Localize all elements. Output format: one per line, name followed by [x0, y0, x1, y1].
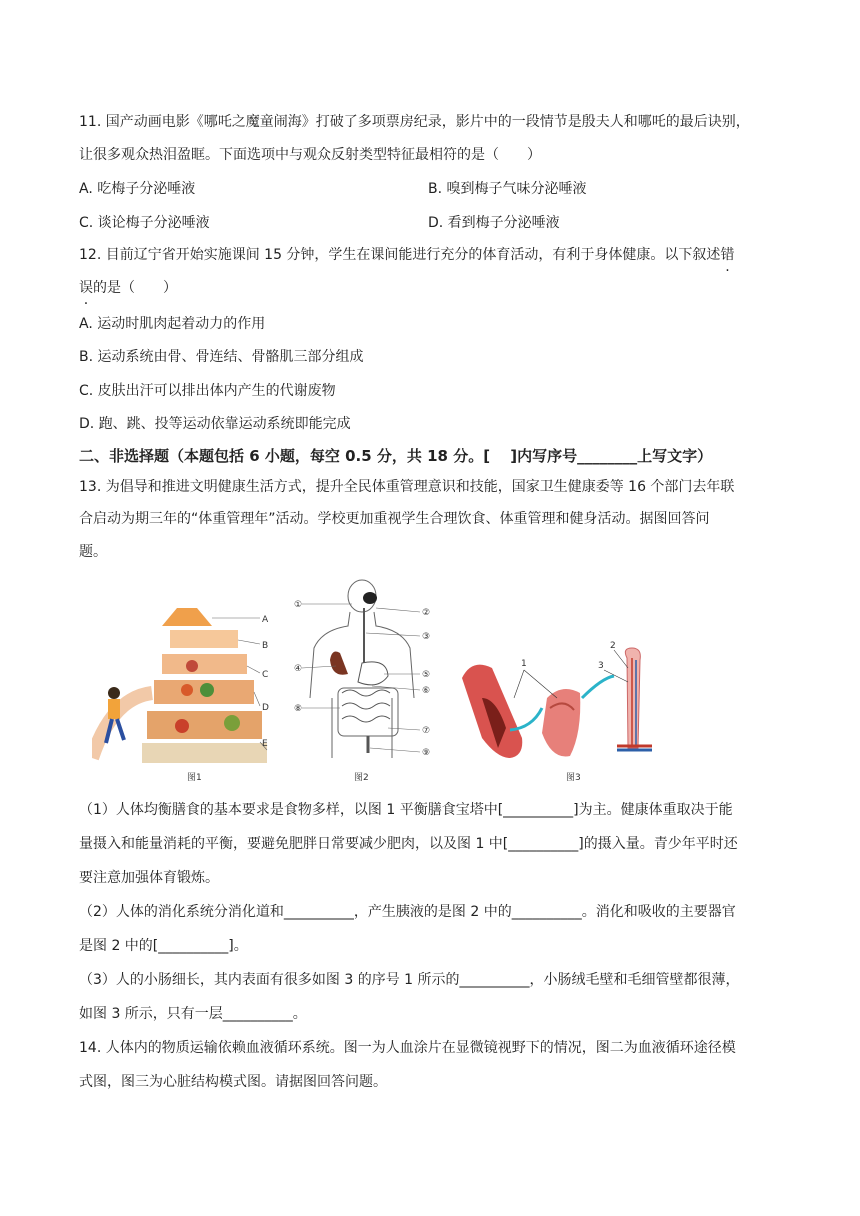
q13-part2-line2: 是图 2 中的[__________]。 [79, 938, 248, 954]
organ-label-8: ⑧ [294, 704, 303, 714]
organ-label-6: ⑥ [422, 686, 431, 696]
pyramid-label-c: C [262, 670, 269, 680]
q14-stem-line1: 14. 人体内的物质运输依赖血液循环系统。图一为人血涂片在显微镜视野下的情况，图二为血液循环途径模 [79, 1040, 736, 1056]
fig1-caption: 图1 [187, 773, 202, 783]
villus-label-2: 2 [610, 641, 616, 651]
q12-stem-line1 [79, 245, 734, 265]
q12-stem-rest: 的是（ ） [93, 280, 177, 296]
q11-stem-line1: 11. 国产动画电影《哪吒之魔童闹海》打破了多项票房纪录，影片中的一段情节是殷夫人和哪吒的最后诀别， [79, 114, 750, 130]
villus-label-3: 3 [598, 661, 604, 671]
digestive-system-figure [292, 578, 452, 778]
q12-emphasis-char-2: 误 [79, 280, 93, 296]
q11-option-b[interactable]: B. 嗅到梅子气味分泌唾液 [428, 181, 587, 197]
pyramid-label-d: D [262, 703, 269, 713]
q14-stem-line2: 式图，图三为心脏结构模式图。请据图回答问题。 [79, 1074, 387, 1090]
q11-option-c[interactable]: C. 谈论梅子分泌唾液 [79, 215, 210, 231]
q13-stem-line3: 题。 [79, 544, 107, 560]
q13-part1-line2: 量摄入和能量消耗的平衡，要避免肥胖日常要减少肥肉，以及图 1 中[__________]的摄入量。青少年平时还 [79, 836, 738, 852]
q12-emphasis-char-1: 错 [720, 247, 735, 263]
q13-part3-line1: （3）人的小肠细长，其内表面有很多如图 3 的序号 1 所示的__________，小肠绒毛壁和毛细管壁都很薄， [79, 972, 740, 988]
food-pyramid-figure [92, 578, 292, 778]
q12-option-a[interactable]: A. 运动时肌肉起着动力的作用 [79, 316, 266, 332]
q12-option-d[interactable]: D. 跑、跳、投等运动依靠运动系统即能完成 [79, 416, 351, 432]
organ-label-4: ④ [294, 664, 303, 674]
q13-part3-line2: 如图 3 所示，只有一层__________。 [79, 1006, 307, 1022]
organ-label-5: ⑤ [422, 670, 431, 680]
q11-stem-line2: 让很多观众热泪盈眶。下面选项中与观众反射类型特征最相符的是（ ） [79, 147, 541, 163]
q11-option-d[interactable]: D. 看到梅子分泌唾液 [428, 215, 560, 231]
pyramid-label-e: E [262, 739, 268, 749]
q13-stem-line2: 合启动为期三年的“体重管理年”活动。学校更加重视学生合理饮食、体重管理和健身活动。据图回答问 [79, 511, 710, 527]
q12-option-b[interactable]: B. 运动系统由骨、骨连结、骨骼肌三部分组成 [79, 349, 364, 365]
q13-part1-line1: （1）人体均衡膳食的基本要求是食物多样，以图 1 平衡膳食宝塔中[__________]为主。健康体重取决于能 [79, 802, 733, 818]
q12-option-c[interactable]: C. 皮肤出汗可以排出体内产生的代谢废物 [79, 383, 336, 399]
villus-label-1: 1 [521, 659, 527, 669]
fig2-caption: 图2 [354, 773, 369, 783]
organ-label-7: ⑦ [422, 726, 431, 736]
q13-figures [92, 578, 742, 783]
q12-stem-line2 [79, 278, 177, 298]
organ-label-3: ③ [422, 632, 431, 642]
fig3-caption: 图3 [566, 773, 581, 783]
section2-heading: 二、非选择题（本题包括 6 小题，每空 0.5 分，共 18 分。[ ]内写序号________上写文字） [79, 447, 713, 465]
q13-stem-line1: 13. 为倡导和推进文明健康生活方式，提升全民体重管理意识和技能，国家卫生健康委等 16 个部门去年联 [79, 479, 735, 495]
q13-part2-line1: （2）人体的消化系统分消化道和__________，产生胰液的是图 2 中的__________。消化和吸收的主要器官 [79, 904, 736, 920]
q11-option-a[interactable]: A. 吃梅子分泌唾液 [79, 181, 196, 197]
q12-stem-text: 12. 目前辽宁省开始实施课间 15 分钟，学生在课间能进行充分的体育活动，有利于身体健康。以下叙述 [79, 247, 721, 263]
organ-label-1: ① [294, 600, 303, 610]
pyramid-label-a: A [262, 615, 269, 625]
organ-label-2: ② [422, 608, 431, 618]
q13-part1-line3: 要注意加强体育锻炼。 [79, 870, 219, 886]
pyramid-label-b: B [262, 641, 269, 651]
organ-label-9: ⑨ [422, 748, 431, 758]
